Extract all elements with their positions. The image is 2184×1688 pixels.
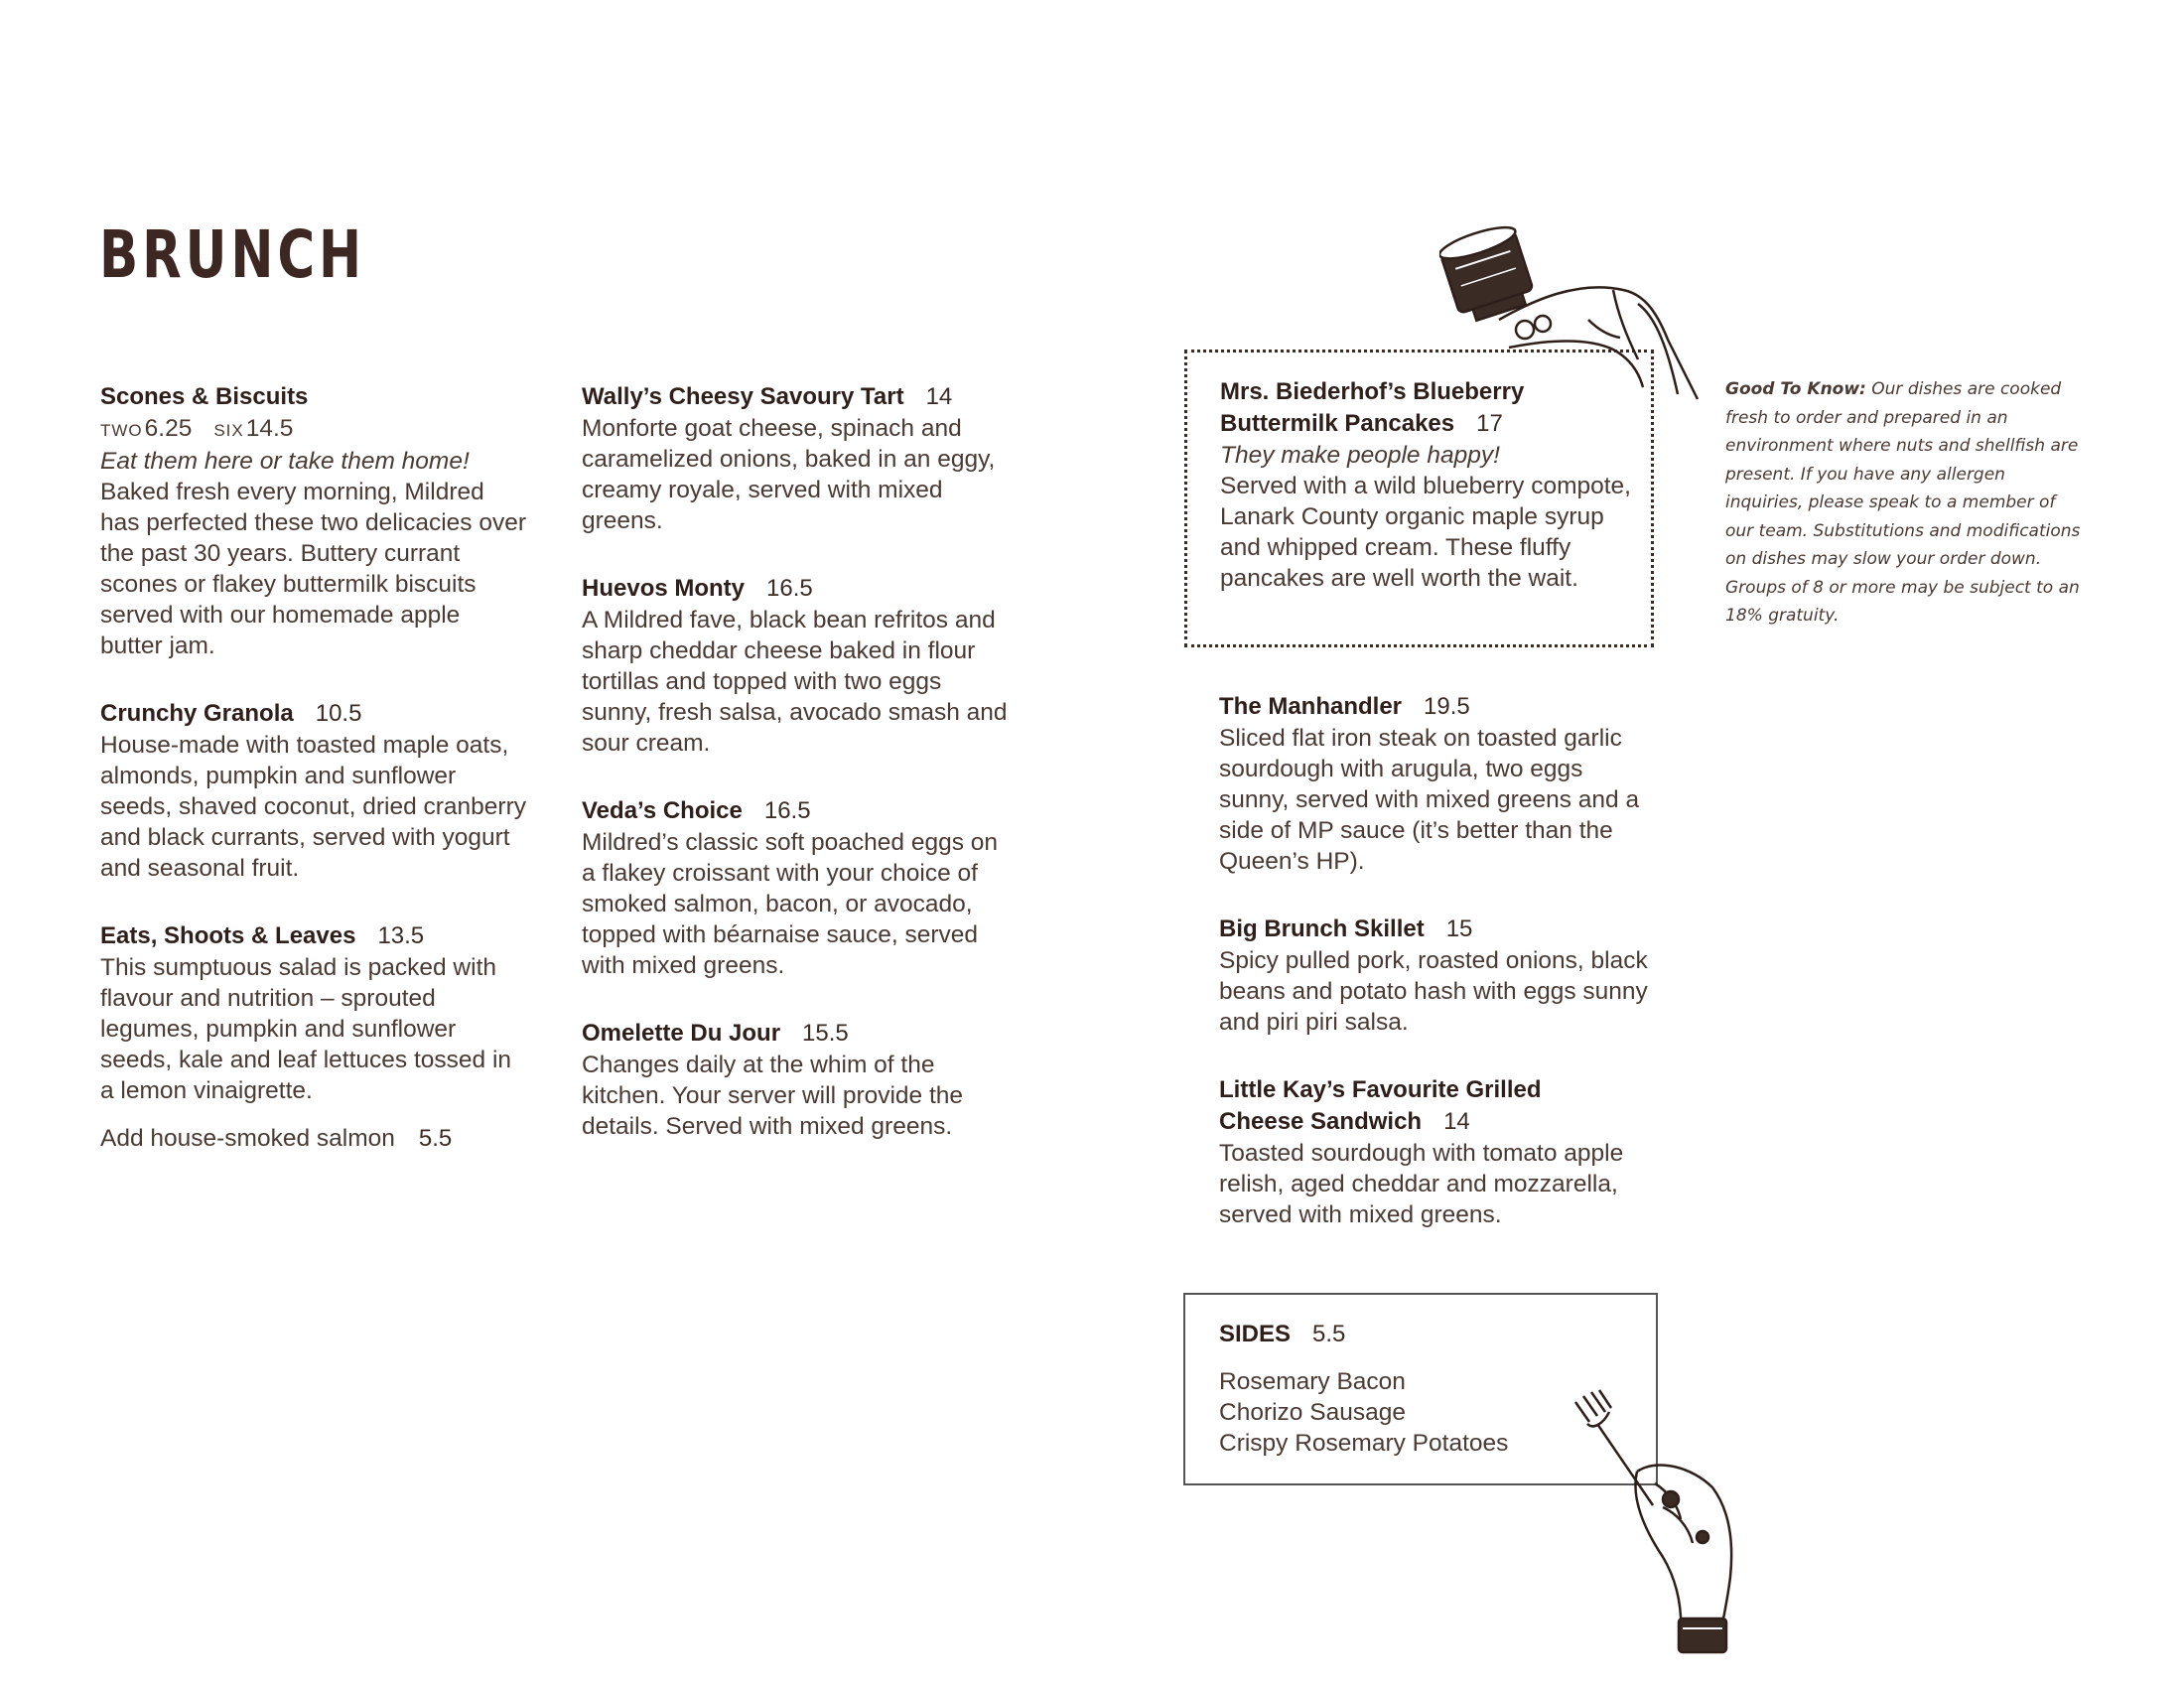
item-price: 10.5 xyxy=(315,700,362,727)
item-tagline: They make people happy! xyxy=(1220,442,1500,469)
item-description: Monforte goat cheese, spinach and caramelized onions, baked in an eggy, creamy royale, served with mixed greens. xyxy=(582,415,996,534)
item-name: Big Brunch Skillet xyxy=(1219,915,1425,942)
sides-price: 5.5 xyxy=(1312,1321,1346,1347)
item-name: Crunchy Granola xyxy=(100,700,294,727)
item-name-line2: Buttermilk Pancakes xyxy=(1220,410,1455,437)
menu-item-skillet xyxy=(1219,914,1656,1038)
menu-column-1 xyxy=(100,381,527,1154)
item-price: 16.5 xyxy=(763,797,811,824)
six-label: SIX xyxy=(213,421,244,440)
item-name: Omelette Du Jour xyxy=(582,1020,781,1047)
sides-label: SIDES xyxy=(1219,1321,1292,1347)
item-description: Toasted sourdough with tomato apple relish, aged cheddar and mozzarella, served with mixed greens. xyxy=(1219,1140,1624,1228)
item-name: Huevos Monty xyxy=(582,575,746,602)
item-price: 13.5 xyxy=(377,922,425,949)
item-price: 17 xyxy=(1476,410,1503,437)
item-description: House-made with toasted maple oats, almonds, pumpkin and sunflower seeds, shaved coconut, dried cranberry and black currants, served with yogurt and seasonal fruit. xyxy=(100,732,526,882)
item-price: 19.5 xyxy=(1424,693,1470,720)
two-price: 6.25 xyxy=(144,415,193,442)
item-name-line1: Little Kay’s Favourite Grilled xyxy=(1219,1076,1542,1103)
item-tagline: Eat them here or take them home! xyxy=(100,448,470,475)
note-lead: Good To Know: xyxy=(1725,379,1866,399)
six-price: 14.5 xyxy=(245,415,294,442)
page-title: BRUNCH xyxy=(99,216,366,293)
menu-item-granola xyxy=(100,698,527,884)
addon-salmon xyxy=(100,1123,527,1154)
item-description: Sliced flat iron steak on toasted garlic sourdough with arugula, two eggs sunny, served with mixed greens and a side of MP sauce (it’s better than the Queen’s HP). xyxy=(1219,725,1640,875)
menu-item-scones xyxy=(100,381,527,661)
menu-item-huevos xyxy=(582,573,1009,759)
scones-prices xyxy=(100,413,527,446)
addon-price: 5.5 xyxy=(418,1125,453,1152)
hand-holding-fork-illustration xyxy=(1564,1388,1762,1656)
item-name-line2: Cheese Sandwich xyxy=(1219,1108,1423,1135)
menu-item-grilled-cheese xyxy=(1219,1074,1656,1230)
item-description: Baked fresh every morning, Mildred has perfected these two delicacies over the past 30 years. Buttery currant scones or flakey buttermilk biscuits served with our homemade apple butter jam. xyxy=(100,479,526,659)
side-item: Rosemary Bacon xyxy=(1219,1368,1406,1395)
menu-item-omelette xyxy=(582,1018,1009,1142)
two-label: TWO xyxy=(100,421,143,440)
menu-item-manhandler xyxy=(1219,691,1656,877)
item-name: Veda’s Choice xyxy=(582,797,743,824)
item-name-line1: Mrs. Biederhof’s Blueberry xyxy=(1220,378,1525,405)
item-description: Changes daily at the whim of the kitchen. Your server will provide the details. Served with mixed greens. xyxy=(582,1052,964,1140)
item-name: Scones & Biscuits xyxy=(100,383,309,410)
addon-label: Add house-smoked salmon xyxy=(100,1125,395,1152)
item-description: Spicy pulled pork, roasted onions, black beans and potato hash with eggs sunny and piri piri salsa. xyxy=(1219,947,1648,1036)
item-name: Wally’s Cheesy Savoury Tart xyxy=(582,383,904,410)
menu-column-2 xyxy=(582,381,1009,1179)
item-price: 14 xyxy=(925,383,953,410)
menu-column-3 xyxy=(1219,691,1656,1267)
item-description: This sumptuous salad is packed with flavour and nutrition – sprouted legumes, pumpkin and sunflower seeds, kale and leaf lettuces tossed in a lemon vinaigrette. xyxy=(100,954,512,1104)
item-price: 15.5 xyxy=(802,1020,849,1047)
item-price: 14 xyxy=(1443,1108,1470,1135)
side-item: Chorizo Sausage xyxy=(1219,1399,1406,1426)
note-text: Our dishes are cooked fresh to order and prepared in an environment where nuts and shellfish are present. If you have any allergen inquiries, please speak to a member of our team. Substitutions and modifications on dishes may slow your order down. Groups of 8 or more may be subject to an 18% gratuity. xyxy=(1725,379,2081,626)
item-description: A Mildred fave, black bean refritos and sharp cheddar cheese baked in flour tortillas and topped with two eggs sunny, fresh salsa, avocado smash and sour cream. xyxy=(582,607,1008,757)
item-price: 15 xyxy=(1445,915,1473,942)
item-name: Eats, Shoots & Leaves xyxy=(100,922,356,949)
item-name: The Manhandler xyxy=(1219,693,1403,720)
menu-item-eats-shoots-leaves xyxy=(100,920,527,1106)
item-price: 16.5 xyxy=(766,575,813,602)
good-to-know-note xyxy=(1725,375,2083,631)
menu-item-veda xyxy=(582,795,1009,981)
hand-holding-jar-illustration xyxy=(1439,220,1717,409)
item-description: Served with a wild blueberry compote, Lanark County organic maple syrup and whipped cream. These fluffy pancakes are well worth the wait. xyxy=(1220,473,1631,592)
item-description: Mildred’s classic soft poached eggs on a flakey croissant with your choice of smoked salmon, bacon, or avocado, topped with béarnaise sauce, served with mixed greens. xyxy=(582,829,999,979)
side-item: Crispy Rosemary Potatoes xyxy=(1219,1430,1509,1457)
menu-item-tart xyxy=(582,381,1009,536)
